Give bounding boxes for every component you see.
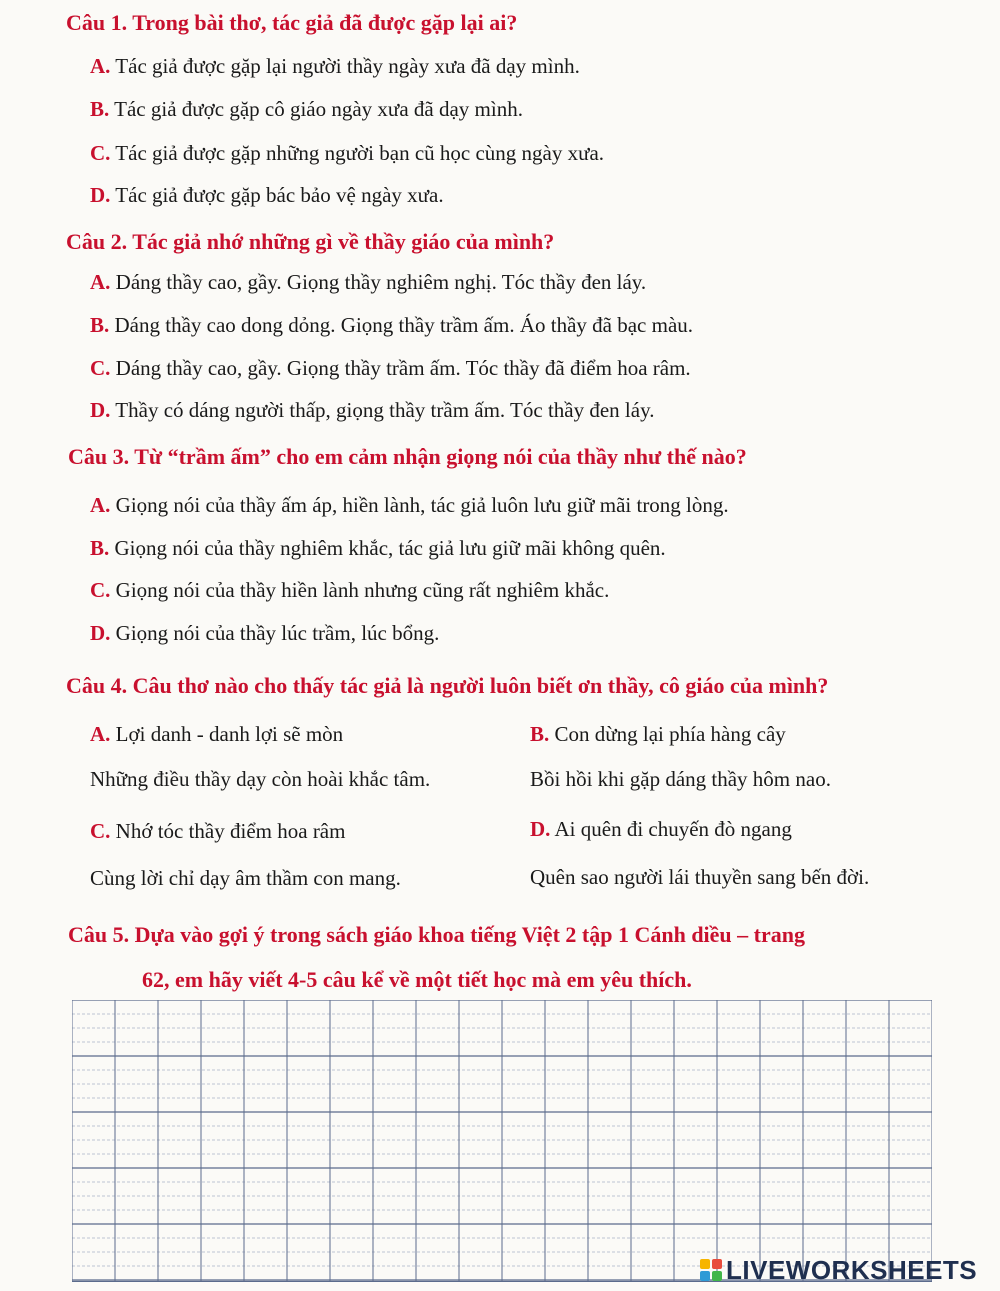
option-letter: A. [90,270,111,294]
question-4-title: Câu 4. Câu thơ nào cho thấy tác giả là người luôn biết ơn thầy, cô giáo của mình? [66,673,829,698]
logo-text: LIVEWORKSHEETS [726,1254,978,1285]
option-letter: B. [90,313,110,337]
option-letter: B. [90,97,110,121]
option-text: Giọng nói của thầy hiền lành nhưng cũng rất nghiêm khắc. [110,578,610,602]
option-text: Thầy có dáng người thấp, giọng thầy trầm ấm. Tóc thầy đen láy. [110,398,655,422]
option-text: Dáng thầy cao, gầy. Giọng thầy trầm ấm. Tóc thầy đã điểm hoa râm. [110,356,691,380]
writing-grid-lines [72,1000,932,1282]
option-letter: B. [530,722,550,746]
option-line-1: Nhớ tóc thầy điểm hoa râm [110,819,346,843]
question-3-option-b[interactable] [90,536,666,561]
option-text: Giọng nói của thầy lúc trầm, lúc bổng. [110,621,440,645]
option-line-1: Con dừng lại phía hàng cây [549,722,786,746]
logo-mark-icon [700,1259,722,1281]
question-3-option-a[interactable] [90,493,729,518]
option-line-1: Lợi danh - danh lợi sẽ mòn [110,722,344,746]
option-letter: C. [90,819,111,843]
option-letter: A. [90,54,111,78]
question-3-option-c[interactable] [90,578,609,603]
question-2-option-b[interactable] [90,313,693,338]
question-5-title-line-1: Câu 5. Dựa vào gợi ý trong sách giáo khoa tiếng Việt 2 tập 1 Cánh diều – trang [68,922,805,947]
option-letter: C. [90,578,111,602]
question-4-option-a[interactable] [90,722,343,747]
option-letter: C. [90,356,111,380]
question-1-option-a[interactable] [90,54,580,79]
option-letter: A. [90,493,111,517]
question-4-option-d[interactable] [530,817,792,842]
question-1-option-b[interactable] [90,97,523,122]
option-text: Dáng thầy cao dong dỏng. Giọng thầy trầm ấm. Áo thầy đã bạc màu. [109,313,694,337]
option-letter: C. [90,141,111,165]
question-5-title-line-2: 62, em hãy viết 4-5 câu kể về một tiết học mà em yêu thích. [142,967,692,992]
question-1-option-c[interactable] [90,141,604,166]
option-letter: B. [90,536,110,560]
option-text: Tác giả được gặp lại người thầy ngày xưa đã dạy mình. [110,54,580,78]
option-text: Dáng thầy cao, gầy. Giọng thầy nghiêm nghị. Tóc thầy đen láy. [110,270,647,294]
option-text: Tác giả được gặp bác bảo vệ ngày xưa. [110,183,444,207]
option-text: Tác giả được gặp những người bạn cũ học cùng ngày xưa. [110,141,605,165]
liveworksheets-logo [700,1252,977,1288]
question-4-option-d-line-2: Quên sao người lái thuyền sang bến đời. [530,865,870,889]
question-3-option-d[interactable] [90,621,439,646]
question-1-title: Câu 1. Trong bài thơ, tác giả đã được gặp lại ai? [66,10,518,35]
question-1-option-d[interactable] [90,183,444,208]
option-letter: D. [90,183,111,207]
question-2-title: Câu 2. Tác giả nhớ những gì về thầy giáo của mình? [66,229,555,254]
option-letter: D. [90,621,111,645]
option-line-1: Ai quên đi chuyến đò ngang [550,817,792,841]
option-letter: A. [90,722,111,746]
question-4-option-c[interactable] [90,819,345,844]
question-3-title: Câu 3. Từ “trầm ấm” cho em cảm nhận giọng nói của thầy như thế nào? [68,444,747,469]
question-2-option-c[interactable] [90,356,691,381]
option-text: Giọng nói của thầy nghiêm khắc, tác giả lưu giữ mãi không quên. [109,536,666,560]
question-4-option-b[interactable] [530,722,786,747]
option-text: Giọng nói của thầy ấm áp, hiền lành, tác giả luôn lưu giữ mãi trong lòng. [110,493,729,517]
question-4-option-a-line-2: Những điều thầy dạy còn hoài khắc tâm. [90,767,431,791]
question-2-option-d[interactable] [90,398,654,423]
writing-grid[interactable] [72,1000,932,1282]
option-text: Tác giả được gặp cô giáo ngày xưa đã dạy mình. [109,97,523,121]
option-letter: D. [90,398,111,422]
question-2-option-a[interactable] [90,270,646,295]
question-4-option-b-line-2: Bồi hồi khi gặp dáng thầy hôm nao. [530,767,831,791]
question-4-option-c-line-2: Cùng lời chỉ dạy âm thầm con mang. [90,866,401,890]
option-letter: D. [530,817,551,841]
